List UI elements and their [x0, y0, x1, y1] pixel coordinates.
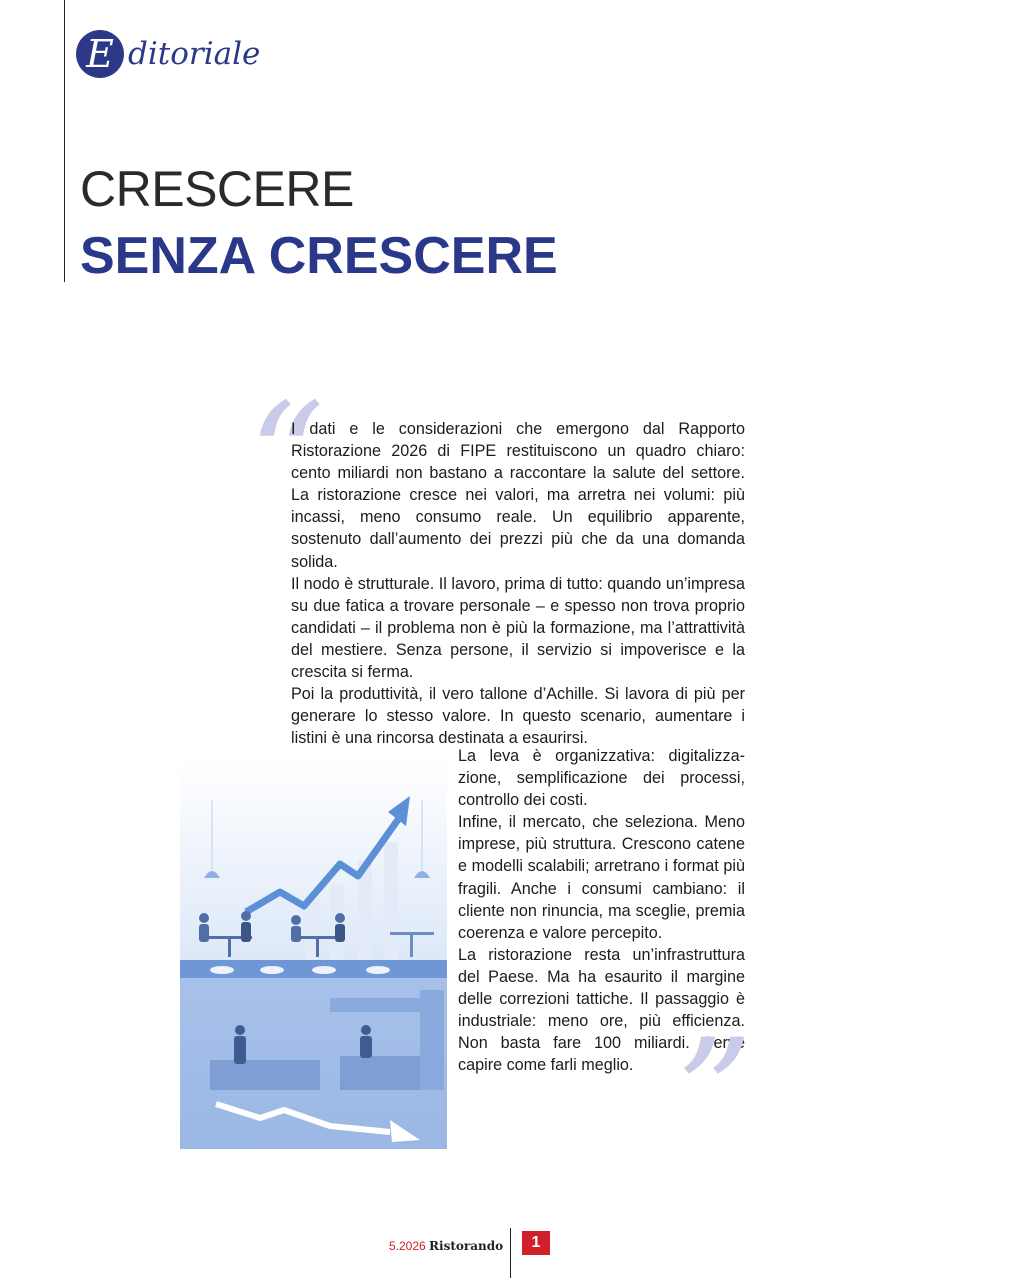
- kitchen-counter-icon: [210, 1060, 320, 1090]
- plate-icon: [366, 966, 390, 974]
- body-column-full: [291, 418, 745, 749]
- headline-line2: SENZA CRESCERE: [80, 227, 558, 285]
- paragraph: La ristorazione resta un’infrastruttura del Paese. Ma ha esaurito il margine delle correzioni tattiche. Il passaggio è industriale: meno ore, più efficienza. Non basta fare 100 miliardi. Serve capire come farli meglio.: [458, 945, 745, 1075]
- issue-number: 5.2026: [389, 1239, 426, 1253]
- paragraph: La leva è organizzativa: digitalizzazione, semplificazione dei processi, controllo dei costi.: [458, 747, 745, 810]
- paragraph: Il nodo è strutturale. Il lavoro, prima di tutto: quando un’impresa su due fatica a trovare personale – e spesso non trova proprio candidati – il problema non è più la formazione, ma l’attrattività del mestiere. Senza persone, il servizio si impoverisce e la crescita si ferma.: [291, 574, 745, 682]
- paragraph: I dati e le considerazioni che emergono dal Rapporto Ristorazione 2026 di FIPE restituiscono un quadro chiaro: cento miliardi non bastano a raccontare la salute del settore. La ristorazione cresce nei valori, ma arretra nei volumi: più incassi, meno consumo reale. Un equilibrio apparente, sostenuto dall’aumento dei prezzi più che da una domanda solida.: [291, 420, 745, 571]
- chart-bar-icon: [384, 842, 398, 960]
- chef-icon: [234, 1025, 246, 1064]
- top-vertical-rule: [64, 0, 65, 282]
- section-initial: E: [76, 30, 124, 78]
- footer-rule: [510, 1228, 511, 1278]
- plate-icon: [210, 966, 234, 974]
- open-quote-mark: “: [248, 372, 325, 546]
- restaurant-growth-illustration: [180, 760, 447, 1149]
- close-quote-mark: ”: [676, 1008, 753, 1182]
- paragraph: Poi la produttività, il vero tallone d’Achille. Si lavora di più per generare lo stesso valore. In questo scenario, aumentare i listini è una rincorsa destinata a esaurirsi.: [291, 685, 745, 748]
- kitchen-hood-icon: [330, 998, 420, 1012]
- footer-issue: [389, 1239, 503, 1253]
- page-number-badge: 1: [522, 1231, 550, 1255]
- plate-icon: [312, 966, 336, 974]
- headline-line1: CRESCERE: [80, 161, 354, 217]
- chef-icon: [360, 1025, 372, 1058]
- kitchen-counter-icon: [340, 1056, 420, 1090]
- paragraph: Infine, il mercato, che seleziona. Meno imprese, più struttura. Crescono catene e modelli scalabili; arretrano i format più fragili. Anche i consumi cambiano: il cliente non rinuncia, ma sceglie, premia coerenza e valore percepito.: [458, 813, 745, 942]
- plate-icon: [260, 966, 284, 974]
- magazine-name: Ristorando: [429, 1239, 504, 1253]
- shelf-icon: [420, 990, 444, 1090]
- section-label: ditoriale: [128, 36, 261, 72]
